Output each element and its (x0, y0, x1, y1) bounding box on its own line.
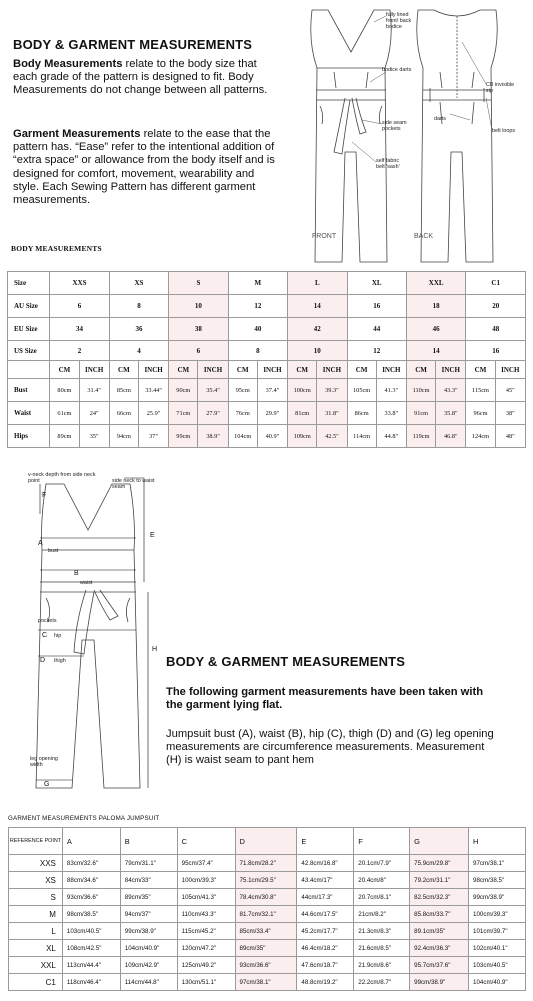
garment-measurement-row (9, 974, 526, 991)
garment-measurement-cell: 105cm/41.3" (177, 889, 235, 906)
garment-measurement-cell: 21.3cm/8.3" (354, 923, 410, 940)
column-e-header: E (297, 828, 354, 855)
body-measurement-cell: 115cm (466, 379, 495, 402)
garment-measurement-row (9, 923, 526, 940)
garment-size-label: XS (9, 872, 63, 889)
point-b: B (74, 570, 79, 577)
garment-size-label: L (9, 923, 63, 940)
garment-measurement-cell: 20.4cm/8" (354, 872, 410, 889)
garment-measurement-cell: 100cm/39.3" (469, 906, 526, 923)
garment-size-label: XXL (9, 957, 63, 974)
garment-measurement-row (9, 855, 526, 872)
body-measurement-cell: 76cm (228, 402, 257, 425)
garment-measurement-cell: 83cm/32.6" (62, 855, 120, 872)
garment-measurement-cell: 20.7cm/8.1" (354, 889, 410, 906)
column-c-header: C (177, 828, 235, 855)
garment-measurement-cell: 21.9cm/8.6" (354, 957, 410, 974)
size-cell: XS (109, 272, 168, 295)
size-cell: XXS (50, 272, 109, 295)
inch-header: INCH (138, 361, 168, 379)
garment-measurement-cell: 98cm/38.5" (469, 872, 526, 889)
column-a-header: A (62, 828, 120, 855)
callout-side-seam-pockets: side seam pockets (382, 120, 407, 132)
garment-measurement-row (9, 940, 526, 957)
body-measurement-cell: 27.9" (198, 402, 228, 425)
column-d-header: D (235, 828, 297, 855)
body-measurement-row (8, 379, 526, 402)
eu-size-cell: 36 (109, 318, 168, 341)
body-measurement-cell: 119cm (406, 425, 435, 448)
garment-measurement-cell: 97cm/38.1" (469, 855, 526, 872)
bust-label: bust (48, 548, 59, 554)
cm-header: CM (228, 361, 257, 379)
garment-measurement-cell: 21.6cm/8.5" (354, 940, 410, 957)
body-measurement-row (8, 402, 526, 425)
measurement-points-sketch (24, 470, 174, 798)
body-measurement-cell: 33.44" (138, 379, 168, 402)
body-measurements-caption: BODY MEASUREMENTS (11, 244, 102, 253)
inch-header: INCH (317, 361, 347, 379)
jumpsuit-sketch-drawing (290, 2, 533, 270)
eu-size-label: EU Size (8, 318, 50, 341)
garment-measurement-row (9, 957, 526, 974)
inch-header: INCH (495, 361, 525, 379)
point-f: F (42, 492, 47, 499)
body-measurement-label: Hips (8, 425, 50, 448)
body-measurement-cell: 44.8" (376, 425, 406, 448)
garment-measurement-cell: 102cm/40.1" (469, 940, 526, 957)
garment-measurements-table (8, 827, 526, 991)
au-size-row (8, 295, 526, 318)
body-measurement-label: Waist (8, 402, 50, 425)
au-size-cell: 8 (109, 295, 168, 318)
body-measurement-cell: 71cm (169, 402, 198, 425)
body-measurement-cell: 104cm (228, 425, 257, 448)
garment-header-row (9, 828, 526, 855)
garment-measurement-cell: 89cm/35" (235, 940, 297, 957)
body-measurements-table (7, 271, 526, 448)
cm-header: CM (347, 361, 376, 379)
body-measurement-cell: 66cm (109, 402, 138, 425)
cm-header: CM (288, 361, 317, 379)
body-measurement-cell: 41.3" (376, 379, 406, 402)
garment-measurement-cell: 104cm/40.9" (469, 974, 526, 991)
garment-measurement-cell: 93cm/36.6" (62, 889, 120, 906)
leg-opening-label: leg opening width (30, 756, 58, 768)
body-measurement-cell: 81cm (288, 402, 317, 425)
column-b-header: B (120, 828, 177, 855)
body-measurement-row (8, 425, 526, 448)
size-cell: XXL (406, 272, 465, 295)
body-measurement-cell: 40.9" (257, 425, 287, 448)
body-measurement-cell: 24" (79, 402, 109, 425)
garment-measurement-cell: 46.4cm/18.2" (297, 940, 354, 957)
us-size-row (8, 341, 526, 361)
garment-measurement-cell: 114cm/44.8" (120, 974, 177, 991)
garment-measurement-cell: 125cm/49.2" (177, 957, 235, 974)
garment-measurement-cell: 75.1cm/29.5" (235, 872, 297, 889)
garment-measurement-cell: 21cm/8.2" (354, 906, 410, 923)
point-d: D (40, 657, 46, 664)
body-measurement-cell: 39.3" (317, 379, 347, 402)
body-measurement-cell: 124cm (466, 425, 495, 448)
garment-measurement-cell: 89.1cm/35" (410, 923, 469, 940)
garment-measurement-cell: 98cm/38.5" (62, 906, 120, 923)
body-measurement-cell: 61cm (50, 402, 79, 425)
garment-measurement-cell: 84cm/33" (120, 872, 177, 889)
body-measurement-cell: 45" (495, 379, 525, 402)
garment-measurement-cell: 104cm/40.9" (120, 940, 177, 957)
au-size-cell: 12 (228, 295, 287, 318)
size-cell: S (169, 272, 228, 295)
garment-measurement-cell: 45.2cm/17.7" (297, 923, 354, 940)
eu-size-cell: 44 (347, 318, 406, 341)
garment-measurements-description (13, 128, 275, 207)
body-measurements-text: relate to the body size that each grade of the pattern is designed to fit. Body Measurements do not change between all patterns. (13, 58, 268, 97)
body-measurement-cell: 109cm (288, 425, 317, 448)
cm-header: CM (466, 361, 495, 379)
garment-measurement-cell: 81.7cm/32.1" (235, 906, 297, 923)
body-measurement-cell: 35.4" (198, 379, 228, 402)
garment-measurement-row (9, 872, 526, 889)
size-cell: M (228, 272, 287, 295)
garment-measurement-row (9, 906, 526, 923)
size-cell: XL (347, 272, 406, 295)
eu-size-cell: 46 (406, 318, 465, 341)
cm-header: CM (109, 361, 138, 379)
garment-measurement-cell: 44.6cm/17.5" (297, 906, 354, 923)
body-measurements-term: Body Measurements (13, 58, 123, 70)
us-size-cell: 4 (109, 341, 168, 361)
body-measurement-cell: 42.5" (317, 425, 347, 448)
body-measurement-cell: 89cm (50, 425, 79, 448)
garment-measurement-cell: 113cm/44.4" (62, 957, 120, 974)
body-measurement-cell: 38" (495, 402, 525, 425)
body-measurement-cell: 37.4" (257, 379, 287, 402)
garment-measurement-cell: 99cm/38.9" (469, 889, 526, 906)
body-measurement-cell: 96cm (466, 402, 495, 425)
inch-header: INCH (257, 361, 287, 379)
body-measurement-cell: 95cm (228, 379, 257, 402)
garment-measurement-cell: 99cm/38.9" (120, 923, 177, 940)
garment-measurement-cell: 100cm/39.3" (177, 872, 235, 889)
us-size-cell: 10 (288, 341, 347, 361)
size-label: Size (8, 272, 50, 295)
body-measurement-label: Bust (8, 379, 50, 402)
eu-size-row (8, 318, 526, 341)
garment-measurement-cell: 118cm/46.4" (62, 974, 120, 991)
callout-darts: darts (434, 116, 446, 122)
body-measurement-cell: 114cm (347, 425, 376, 448)
body-measurement-cell: 25.9" (138, 402, 168, 425)
garment-measurement-cell: 85.8cm/33.7" (410, 906, 469, 923)
callout-lined-bodice: fully lined front/ back bodice (386, 12, 412, 30)
inch-header: INCH (436, 361, 466, 379)
body-measurement-cell: 99cm (169, 425, 198, 448)
point-h: H (152, 646, 158, 653)
side-neck-label: side neck to waist seam (112, 478, 155, 490)
garment-measurement-row (9, 889, 526, 906)
garment-measurement-cell: 101cm/39.7" (469, 923, 526, 940)
body-measurement-cell: 105cm (347, 379, 376, 402)
garment-measurement-cell: 43.4cm/17" (297, 872, 354, 889)
size-cell: L (288, 272, 347, 295)
garment-measurement-cell: 130cm/51.1" (177, 974, 235, 991)
us-size-cell: 2 (50, 341, 109, 361)
us-size-cell: 14 (406, 341, 465, 361)
au-size-cell: 6 (50, 295, 109, 318)
waist-label: waist (80, 580, 93, 586)
garment-measurement-cell: 78.4cm/30.8" (235, 889, 297, 906)
body-measurement-cell: 43.3" (436, 379, 466, 402)
section-title: BODY & GARMENT MEASUREMENTS (166, 654, 406, 669)
garment-size-label: S (9, 889, 63, 906)
garment-measurement-cell: 71.8cm/28.2" (235, 855, 297, 872)
garment-measurement-cell: 103cm/40.5" (469, 957, 526, 974)
back-label: BACK (414, 233, 434, 240)
garment-measurement-cell: 120cm/47.2" (177, 940, 235, 957)
point-a: A (38, 540, 43, 547)
garment-measurement-cell: 47.6cm/18.7" (297, 957, 354, 974)
cm-header: CM (169, 361, 198, 379)
garment-measurement-cell: 44cm/17.3" (297, 889, 354, 906)
garment-measurement-cell: 22.2cm/8.7" (354, 974, 410, 991)
garment-measurement-cell: 20.1cm/7.9" (354, 855, 410, 872)
body-measurement-cell: 85cm (109, 379, 138, 402)
garment-measurement-cell: 88cm/34.6" (62, 872, 120, 889)
body-measurement-cell: 91cm (406, 402, 435, 425)
garment-measurements-text: relate to the ease that the pattern has. “Ease” refer to the intentional addition of “extra space” or allowance from the body itself and is designed for comfort, movement, wearability and style. Each Sewing Pattern has different garment measurements. (13, 128, 275, 207)
garment-measurement-cell: 85cm/33.4" (235, 923, 297, 940)
inch-header: INCH (198, 361, 228, 379)
front-label: FRONT (312, 233, 337, 240)
garment-measurement-cell: 79cm/31.1" (120, 855, 177, 872)
body-measurement-cell: 94cm (109, 425, 138, 448)
garment-measurement-cell: 48.8cm/19.2" (297, 974, 354, 991)
hip-label: hip (54, 633, 62, 639)
point-e: E (150, 532, 155, 539)
au-size-cell: 14 (288, 295, 347, 318)
garment-measurement-cell: 99cm/38.9" (410, 974, 469, 991)
garment-measurement-cell: 110cm/43.3" (177, 906, 235, 923)
garment-measurements-caption: GARMENT MEASUREMENTS PALOMA JUMPSUIT (8, 815, 160, 822)
vneck-label: v-neck depth from side neck point (28, 472, 96, 484)
body-measurement-cell: 86cm (347, 402, 376, 425)
callout-self-fabric-belt: self fabric belt 'sash' (376, 158, 400, 170)
garment-measurement-cell: 82.5cm/32.3" (410, 889, 469, 906)
garment-measurement-cell: 79.2cm/31.1" (410, 872, 469, 889)
inch-header: INCH (79, 361, 109, 379)
point-g: G (44, 781, 50, 788)
garment-measurement-cell: 93cm/36.6" (235, 957, 297, 974)
garment-measurement-cell: 115cm/45.2" (177, 923, 235, 940)
au-size-cell: 10 (169, 295, 228, 318)
body-measurement-cell: 29.9" (257, 402, 287, 425)
cm-header: CM (50, 361, 79, 379)
body-measurement-cell: 38.9" (198, 425, 228, 448)
unit-row (8, 361, 526, 379)
callout-bodice-darts: bodice darts (382, 67, 412, 73)
au-size-cell: 20 (466, 295, 526, 318)
garment-size-label: XL (9, 940, 63, 957)
us-size-cell: 12 (347, 341, 406, 361)
garment-measurement-cell: 103cm/40.5" (62, 923, 120, 940)
pockets-label: pockets (38, 618, 57, 624)
garment-measurement-cell: 109cm/42.9" (120, 957, 177, 974)
inch-header: INCH (376, 361, 406, 379)
garment-measurement-explanation: Jumpsuit bust (A), waist (B), hip (C), thigh (D) and (G) leg opening measurements are circumference measurements. Measurement (H) is waist seam to pant hem (166, 728, 494, 767)
cm-header: CM (406, 361, 435, 379)
point-c: C (42, 632, 48, 639)
garment-size-label: M (9, 906, 63, 923)
garment-measurement-cell: 95.7cm/37.6" (410, 957, 469, 974)
eu-size-cell: 42 (288, 318, 347, 341)
garment-size-label: C1 (9, 974, 63, 991)
jumpsuit-flat-sketch-front-back (290, 2, 533, 270)
eu-size-cell: 34 (50, 318, 109, 341)
callout-belt-loops: belt loops (492, 128, 516, 134)
reference-point-header: REFERENCE POINT (9, 828, 63, 855)
body-measurements-description (13, 58, 275, 98)
garment-measurement-cell: 95cm/37.4" (177, 855, 235, 872)
size-row (8, 272, 526, 295)
eu-size-cell: 38 (169, 318, 228, 341)
column-g-header: G (410, 828, 469, 855)
au-size-label: AU Size (8, 295, 50, 318)
garment-measurement-cell: 108cm/42.5" (62, 940, 120, 957)
body-measurement-cell: 31.4" (79, 379, 109, 402)
body-measurement-cell: 35" (79, 425, 109, 448)
us-size-cell: 6 (169, 341, 228, 361)
us-size-label: US Size (8, 341, 50, 361)
body-measurement-cell: 80cm (50, 379, 79, 402)
eu-size-cell: 40 (228, 318, 287, 341)
eu-size-cell: 48 (466, 318, 526, 341)
body-measurement-cell: 35.8" (436, 402, 466, 425)
au-size-cell: 16 (347, 295, 406, 318)
body-measurement-cell: 48" (495, 425, 525, 448)
garment-measurement-cell: 42.8cm/16.8" (297, 855, 354, 872)
us-size-cell: 8 (228, 341, 287, 361)
size-cell: C1 (466, 272, 526, 295)
body-measurement-cell: 31.8" (317, 402, 347, 425)
callout-cb-invisible-zip: CB invisible zip (486, 82, 515, 94)
au-size-cell: 18 (406, 295, 465, 318)
body-measurement-cell: 90cm (169, 379, 198, 402)
body-measurement-cell: 110cm (406, 379, 435, 402)
garment-measurement-cell: 97cm/38.1" (235, 974, 297, 991)
garment-measurement-cell: 89cm/35" (120, 889, 177, 906)
body-measurement-cell: 37" (138, 425, 168, 448)
garment-measurement-cell: 94cm/37" (120, 906, 177, 923)
body-measurement-cell: 46.8" (436, 425, 466, 448)
page-title: BODY & GARMENT MEASUREMENTS (13, 37, 253, 52)
garment-flat-note: The following garment measurements have been taken with the garment lying flat. (166, 686, 484, 712)
us-size-cell: 16 (466, 341, 526, 361)
thigh-label: thigh (54, 658, 66, 664)
garment-size-label: XXS (9, 855, 63, 872)
unit-blank (8, 361, 50, 379)
body-measurement-cell: 33.8" (376, 402, 406, 425)
garment-measurement-cell: 92.4cm/36.3" (410, 940, 469, 957)
garment-measurement-cell: 75.9cm/29.8" (410, 855, 469, 872)
column-f-header: F (354, 828, 410, 855)
garment-measurements-term: Garment Measurements (13, 128, 141, 140)
body-measurement-cell: 100cm (288, 379, 317, 402)
column-h-header: H (469, 828, 526, 855)
